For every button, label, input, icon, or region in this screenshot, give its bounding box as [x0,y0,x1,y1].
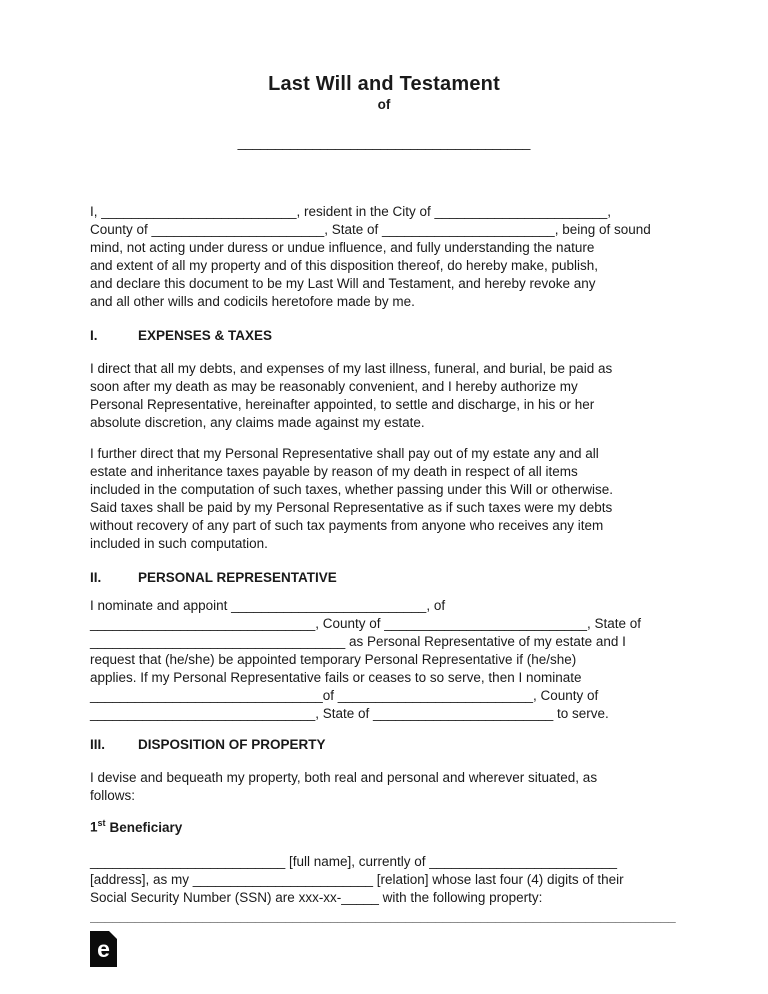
body-line: applies. If my Personal Representative fails or ceases to so serve, then I nominate [90,670,582,685]
body-line: _______________________________of __________________________, County of [90,688,599,703]
body-line: I devise and bequeath my property, both real and personal and wherever situated, as [90,770,598,785]
logo-letter-e: e [97,935,110,962]
body-line: included in the computation of such taxes, whether passing under this Will or otherwise. [90,482,614,497]
intro-line: I, __________________________, resident in the City of _______________________, [90,204,611,219]
page-fold-icon [109,931,117,939]
body-line: I nominate and appoint __________________________, of [90,598,446,613]
body-line: Said taxes shall be paid by my Personal Representative as if such taxes were my debts [90,500,613,515]
section-number: II. [90,570,102,585]
personal-representative-paragraph [90,597,678,723]
testator-name-blank-line: _______________________________________ [237,135,531,150]
intro-line: mind, not acting under duress or undue influence, and fully understanding the nature [90,240,595,255]
intro-line: County of _______________________, State of _______________________, being of sound [90,222,651,237]
body-line: __________________________________ as Personal Representative of my estate and I [90,634,626,649]
body-line: Social Security Number (SSN) are xxx-xx-_____ with the following property: [90,889,543,905]
body-line: Personal Representative, hereinafter appointed, to settle and discharge, in his or her [90,397,595,412]
body-line: ______________________________, State of ________________________ to serve. [90,706,609,721]
disposition-paragraph [90,769,678,805]
section-title: PERSONAL REPRESENTATIVE [138,570,337,585]
body-line: [address], as my ________________________ [relation] whose last four (4) digits of their [90,871,624,887]
document-subtitle: of [377,97,391,112]
eforms-logo [90,931,117,967]
section-heading-personal-representative [90,569,678,587]
body-line: estate and inheritance taxes payable by reason of my death in respect of all items [90,464,578,479]
property-blank-rule-line: ______________________________________________________________________________ [90,907,676,923]
intro-line: and all other wills and codicils heretofore made by me. [90,294,415,309]
expenses-paragraph-2 [90,445,678,553]
beneficiary-ordinal-suffix: st [97,818,106,828]
beneficiary-ordinal-number: 1 [90,819,98,835]
document-title: Last Will and Testament [268,73,500,95]
section-heading-expenses-taxes [90,327,678,345]
beneficiary-label: Beneficiary [109,819,183,835]
body-line: follows: [90,788,136,803]
body-line: included in such computation. [90,536,268,551]
intro-line: and extent of all my property and of this disposition thereof, do hereby make, publish, [90,258,599,273]
section-heading-disposition-of-property [90,736,678,754]
intro-paragraph [90,203,678,311]
body-line: absolute discretion, any claims made against my estate. [90,415,425,430]
section-title: EXPENSES & TAXES [138,328,273,343]
body-line: ______________________________, County of ___________________________, State of [90,616,642,631]
intro-line: and declare this document to be my Last Will and Testament, and hereby revoke any [90,276,596,291]
body-line: I direct that all my debts, and expenses of my last illness, funeral, and burial, be paid as [90,361,613,376]
body-line: request that (he/she) be appointed temporary Personal Representative if (he/she) [90,652,577,667]
section-number: I. [90,328,98,343]
body-line: soon after my death as may be reasonably convenient, and I hereby authorize my [90,379,578,394]
body-line: without recovery of any part of such tax payments from anyone who receives any item [90,518,604,533]
section-title: DISPOSITION OF PROPERTY [138,737,326,752]
beneficiary-details-paragraph [90,853,678,907]
body-line: I further direct that my Personal Representative shall pay out of my estate any and all [90,446,599,461]
first-beneficiary-heading [90,814,678,837]
body-line: __________________________ [full name], currently of _________________________ [90,853,617,869]
section-number: III. [90,737,106,752]
expenses-paragraph-1 [90,360,678,432]
